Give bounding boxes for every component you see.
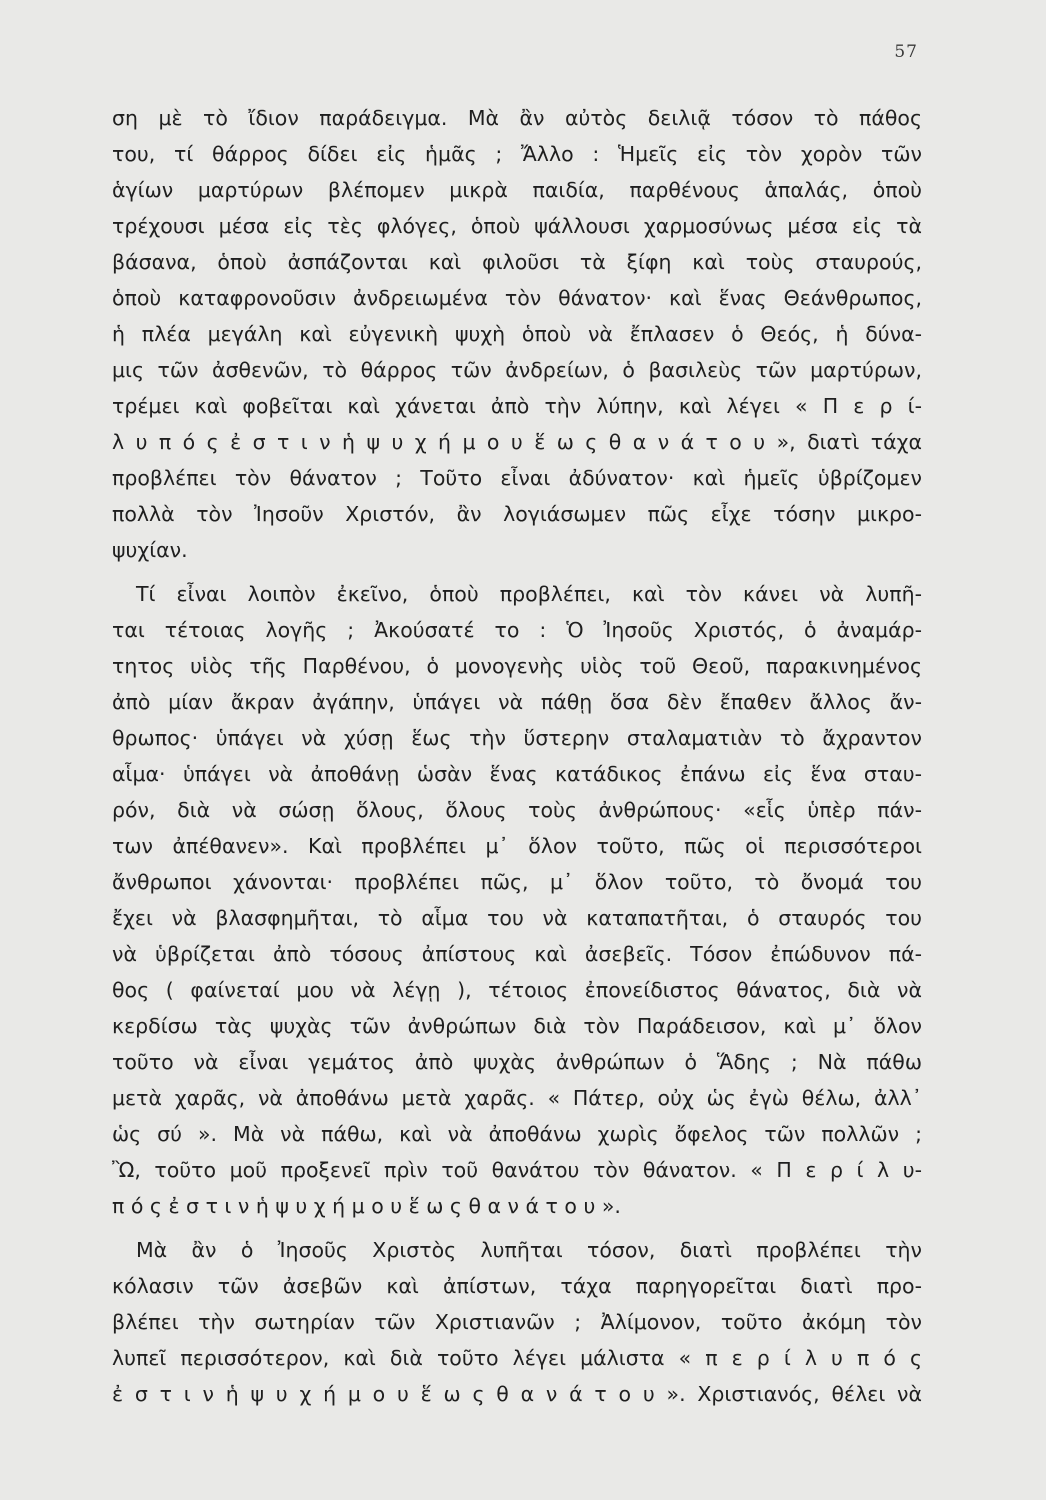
text-line: των ἀπέθανεν». Καὶ προβλέπει μ᾿ ὅλον τοῦτο, πῶς οἱ περισσότεροι	[112, 834, 922, 858]
text-line: τητος υἱὸς τῆς Παρθένου, ὁ μονογενὴς υἱὸς τοῦ Θεοῦ, παρακινημένος	[112, 654, 922, 678]
text-line: Τί εἶναι λοιπὸν ἐκεῖνο, ὁποὺ προβλέπει, καὶ τὸν κάνει νὰ λυπῆ-	[136, 582, 922, 606]
text-line: μετὰ χαρᾶς, νὰ ἀποθάνω μετὰ χαρᾶς. « Πάτερ, οὐχ ὡς ἐγὼ θέλω, ἀλλ᾿	[112, 1086, 922, 1110]
text-line: ὡς σύ ». Μὰ νὰ πάθω, καὶ νὰ ἀποθάνω χωρὶς ὄφελος τῶν πολλῶν ;	[112, 1122, 922, 1146]
text-line: Μὰ ἂν ὁ Ἰησοῦς Χριστὸς λυπῆται τόσον, διατὶ προβλέπει τὴν	[136, 1238, 922, 1262]
text-line: ὁποὺ καταφρονοῦσιν ἀνδρειωμένα τὸν θάνατον· καὶ ἕνας Θεάνθρωπος,	[112, 286, 922, 310]
text-line: τρέμει καὶ φοβεῖται καὶ χάνεται ἀπὸ τὴν λύπην, καὶ λέγει « Π ε ρ ί-	[112, 394, 922, 418]
text-line: λ υ π ό ς ἐ σ τ ι ν ἡ ψ υ χ ή μ ο υ ἕ ω ς θ α ν ά τ ο υ », διατὶ τάχα	[112, 430, 922, 454]
text-line: λυπεῖ περισσότερον, καὶ διὰ τοῦτο λέγει μάλιστα « π ε ρ ί λ υ π ό ς	[112, 1346, 922, 1370]
text-line: ἁγίων μαρτύρων βλέπομεν μικρὰ παιδία, παρθένους ἁπαλάς, ὁποὺ	[112, 178, 922, 202]
text-line: ἄνθρωποι χάνονται· προβλέπει πῶς, μ᾿ ὅλον τοῦτο, τὸ ὄνομά του	[112, 870, 922, 894]
text-line: προβλέπει τὸν θάνατον ; Τοῦτο εἶναι ἀδύνατον· καὶ ἡμεῖς ὑβρίζομεν	[112, 466, 922, 490]
paragraph-2	[112, 576, 922, 1224]
text-line: του, τί θάρρος δίδει εἰς ἡμᾶς ; Ἄλλο : Ἡμεῖς εἰς τὸν χορὸν τῶν	[112, 142, 922, 166]
paragraph-3	[112, 1232, 922, 1412]
text-line: μις τῶν ἀσθενῶν, τὸ θάρρος τῶν ἀνδρείων, ὁ βασιλεὺς τῶν μαρτύρων,	[112, 358, 922, 382]
text-line: ψυχίαν.	[112, 538, 188, 562]
page-number: 57	[894, 42, 918, 62]
text-line: ἡ πλέα μεγάλη καὶ εὐγενικὴ ψυχὴ ὁποὺ νὰ ἔπλασεν ὁ Θεός, ἡ δύνα-	[112, 322, 922, 346]
paragraph-1	[112, 100, 922, 568]
text-line: ἔχει νὰ βλασφημῆται, τὸ αἷμα του νὰ καταπατῆται, ὁ σταυρός του	[112, 906, 922, 930]
text-line: βλέπει τὴν σωτηρίαν τῶν Χριστιανῶν ; Ἀλίμονον, τοῦτο ἀκόμη τὸν	[112, 1310, 922, 1334]
text-line: βάσανα, ὁποὺ ἀσπάζονται καὶ φιλοῦσι τὰ ξίφη καὶ τοὺς σταυρούς,	[112, 250, 922, 274]
text-line: κόλασιν τῶν ἀσεβῶν καὶ ἀπίστων, τάχα παρηγορεῖται διατὶ προ-	[112, 1274, 922, 1298]
text-line: κερδίσω τὰς ψυχὰς τῶν ἀνθρώπων διὰ τὸν Παράδεισον, καὶ μ᾿ ὅλον	[112, 1014, 922, 1038]
text-line: Ὢ, τοῦτο μοῦ προξενεῖ πρὶν τοῦ θανάτου τὸν θάνατον. « Π ε ρ ί λ υ-	[112, 1158, 922, 1182]
text-line: ἐ σ τ ι ν ἡ ψ υ χ ή μ ο υ ἕ ω ς θ α ν ά τ ο υ ». Χριστιανός, θέλει νὰ	[112, 1382, 922, 1406]
text-line: ση μὲ τὸ ἴδιον παράδειγμα. Μὰ ἂν αὐτὸς δειλιᾷ τόσον τὸ πάθος	[112, 106, 922, 130]
text-line: ρόν, διὰ νὰ σώσῃ ὅλους, ὅλους τοὺς ἀνθρώπους· «εἷς ὑπὲρ πάν-	[112, 798, 922, 822]
text-line: πολλὰ τὸν Ἰησοῦν Χριστόν, ἂν λογιάσωμεν πῶς εἶχε τόσην μικρο-	[112, 502, 922, 526]
text-line: θος ( φαίνεταί μου νὰ λέγῃ ), τέτοιος ἐπονείδιστος θάνατος, διὰ νὰ	[112, 978, 922, 1002]
text-line: π ό ς ἐ σ τ ι ν ἡ ψ υ χ ή μ ο υ ἕ ω ς θ α ν ά τ ο υ ».	[112, 1194, 621, 1218]
text-line: ται τέτοιας λογῆς ; Ἀκούσατέ το : Ὁ Ἰησοῦς Χριστός, ὁ ἀναμάρ-	[112, 618, 922, 642]
text-line: νὰ ὑβρίζεται ἀπὸ τόσους ἀπίστους καὶ ἀσεβεῖς. Τόσον ἐπώδυνον πά-	[112, 942, 922, 966]
text-line: τρέχουσι μέσα εἰς τὲς φλόγες, ὁποὺ ψάλλουσι χαρμοσύνως μέσα εἰς τὰ	[112, 214, 922, 238]
text-line: αἷμα· ὑπάγει νὰ ἀποθάνῃ ὡσὰν ἕνας κατάδικος ἐπάνω εἰς ἕνα σταυ-	[112, 762, 922, 786]
text-body	[112, 100, 922, 1420]
text-line: τοῦτο νὰ εἶναι γεμάτος ἀπὸ ψυχὰς ἀνθρώπων ὁ Ἅδης ; Νὰ πάθω	[112, 1050, 922, 1074]
text-line: ἀπὸ μίαν ἄκραν ἀγάπην, ὑπάγει νὰ πάθῃ ὅσα δὲν ἔπαθεν ἄλλος ἄν-	[112, 690, 922, 714]
text-line: θρωπος· ὑπάγει νὰ χύσῃ ἕως τὴν ὕστερην σταλαματιὰν τὸ ἄχραντον	[112, 726, 922, 750]
